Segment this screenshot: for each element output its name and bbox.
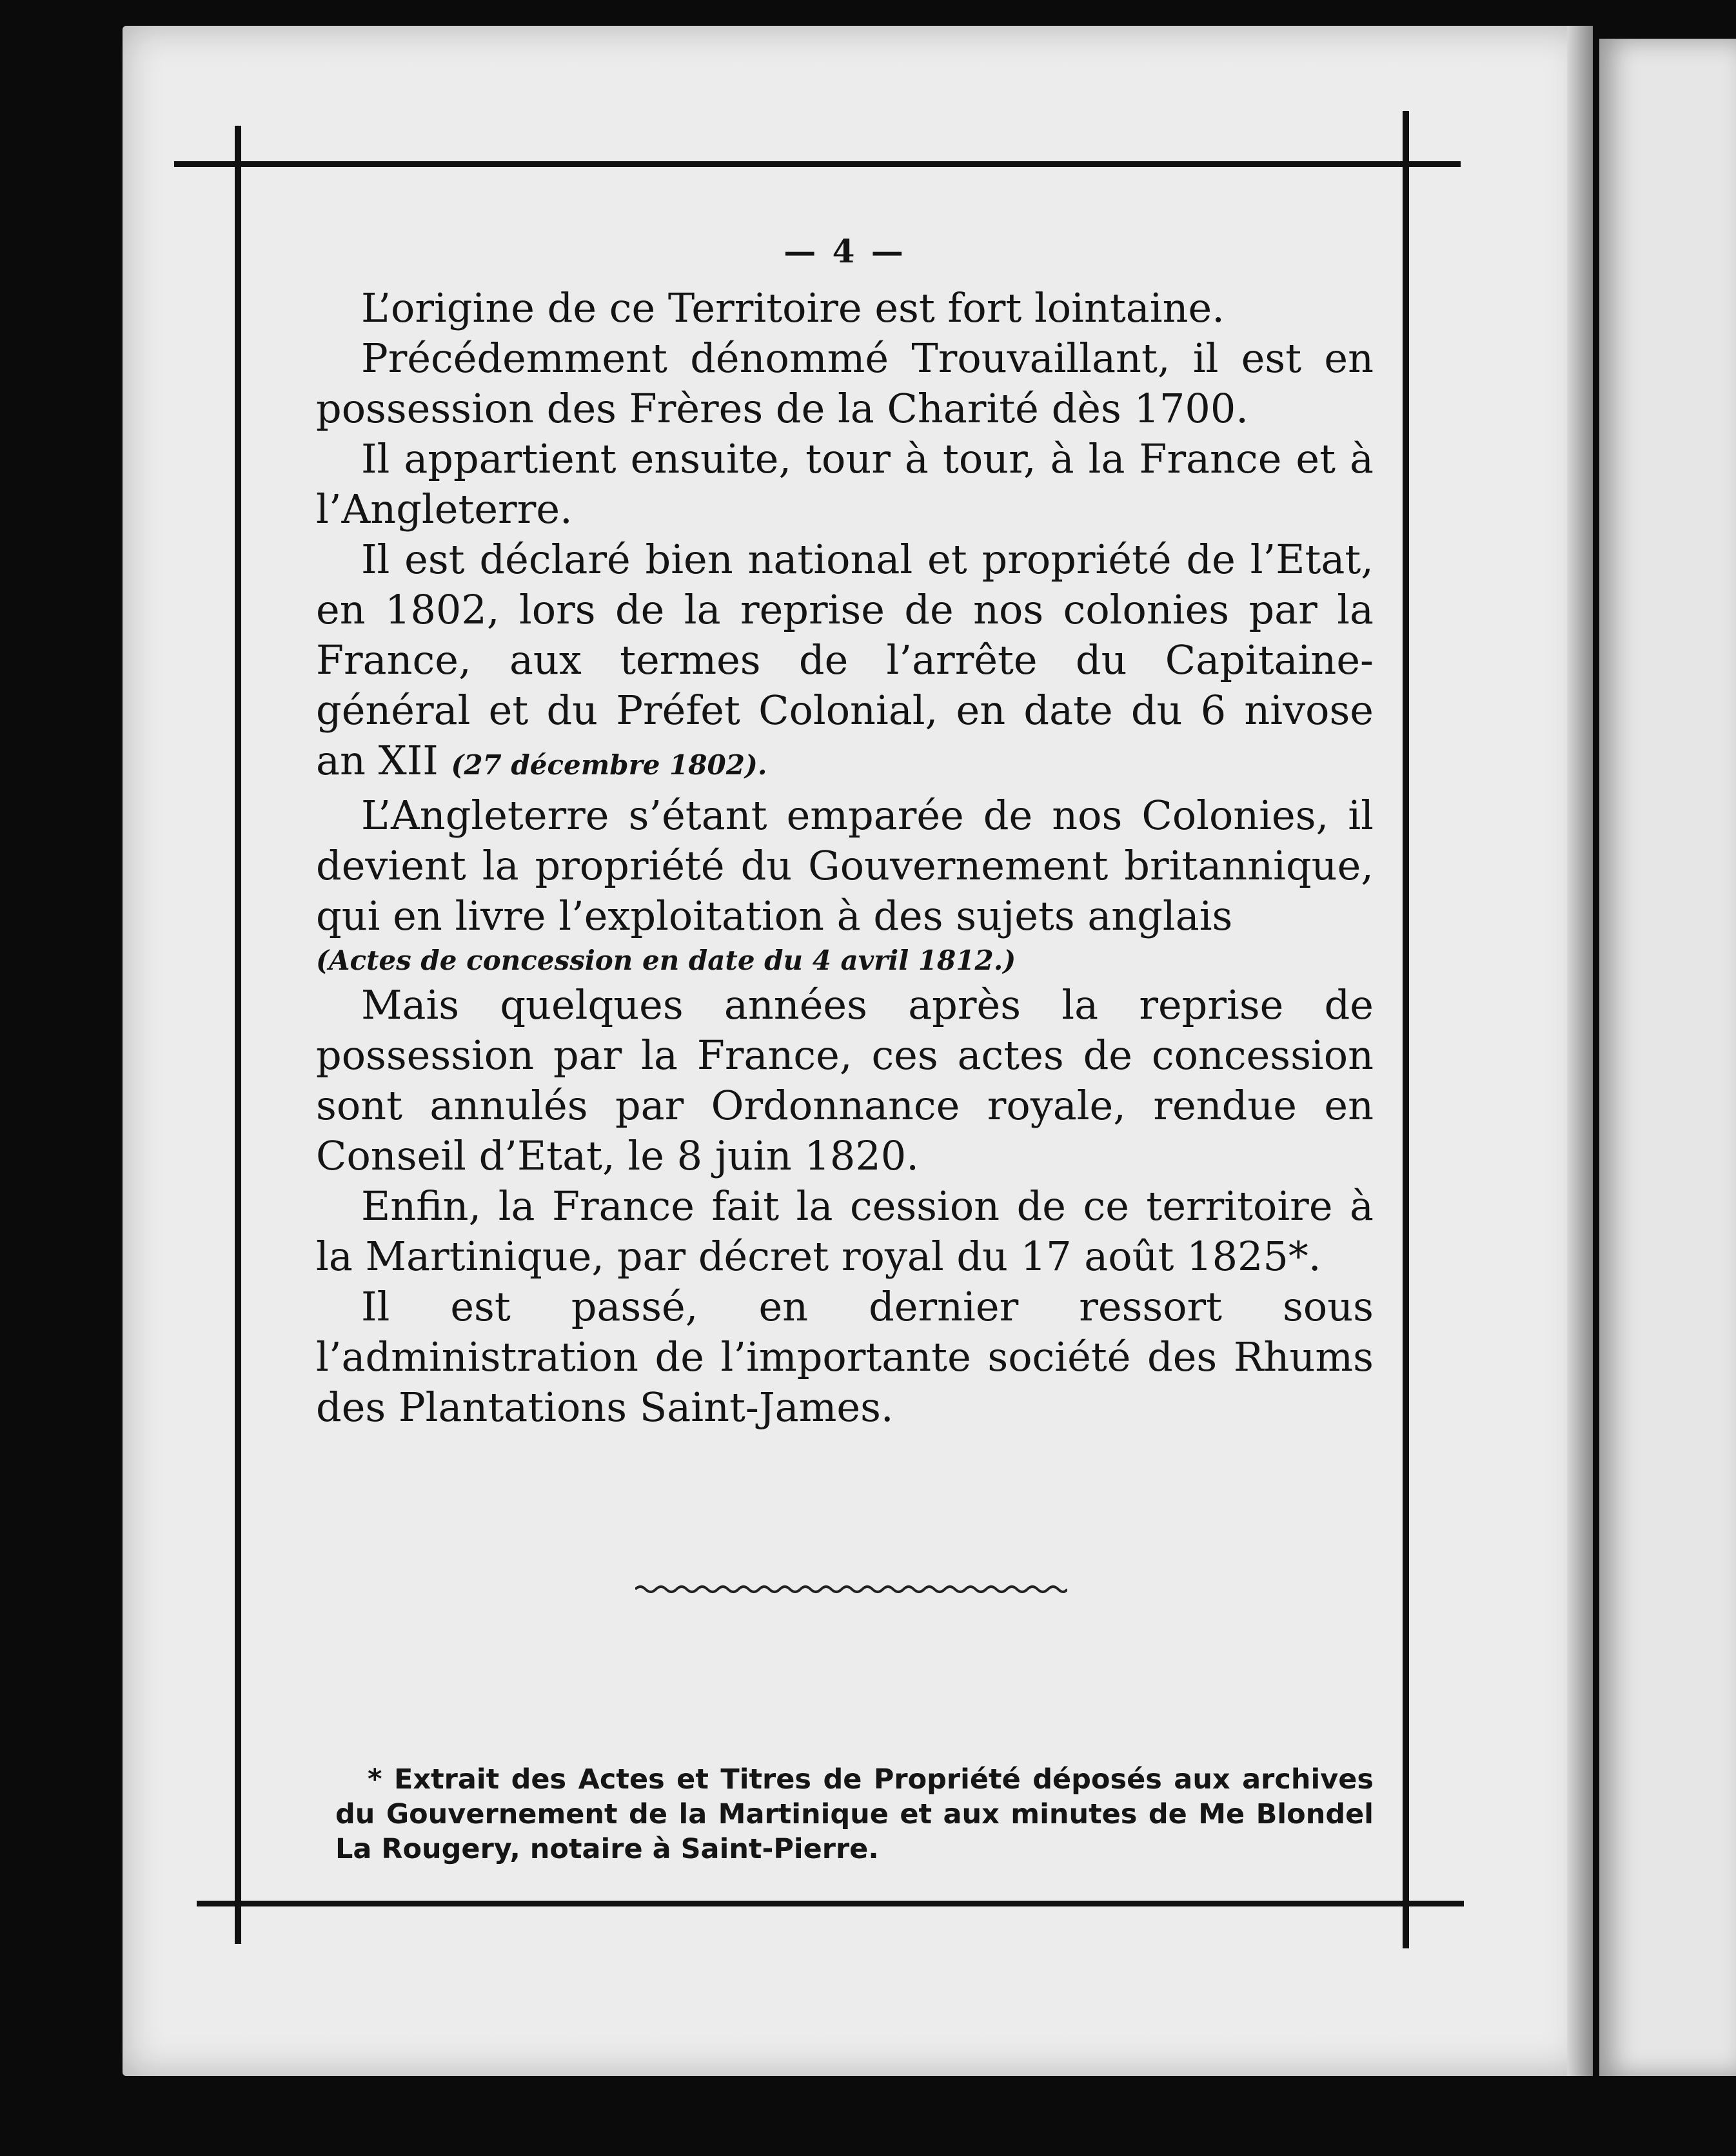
concession-note: (Actes de concession en date du 4 avril 1812.) (316, 945, 1016, 976)
paragraph-4-text: Il est déclaré bien national et propriété de l’Etat, en 1802, lors de la reprise de nos colonies par la France, aux termes de l’arrête du Capitaine-général et du Préfet Colonial, en date du 6 nivose an XII (316, 536, 1374, 784)
page-gutter (1567, 26, 1593, 2076)
paragraph-2: Précédemment dénommé Trouvaillant, il est en possession des Frères de la Charité dès 1700. (316, 335, 1374, 432)
date-note: (27 décembre 1802). (451, 749, 767, 781)
page-number: — 4 — (784, 232, 906, 270)
footnote: * Extrait des Actes et Titres de Propriété déposés aux archives du Gouvernement de la Martinique et aux minutes de Me Blondel La Rougery, notaire à Saint-Pierre. (335, 1763, 1374, 1865)
paragraph-6: Mais quelques années après la reprise de possession par la France, ces actes de concession sont annulés par Ordonnance royale, rendue en Conseil d’Etat, le 8 juin 1820. (316, 981, 1374, 1179)
paragraph-1: L’origine de ce Territoire est fort lointaine. (361, 284, 1225, 331)
paragraph-5: L’Angleterre s’étant emparée de nos Colonies, il devient la propriété du Gouvernement britannique, qui en livre l’exploitation à des sujets anglais (316, 792, 1374, 939)
adjacent-page (1599, 39, 1736, 2076)
frame-rule-left (235, 126, 241, 1944)
paragraph-3: Il appartient ensuite, tour à tour, à la France et à l’Angleterre. (316, 435, 1374, 533)
frame-rule-top (174, 161, 1461, 167)
paragraph-8: Il est passé, en dernier ressort sous l’administration de l’importante société des Rhums des Plantations Saint-James. (316, 1283, 1374, 1431)
paragraph-4 (316, 534, 1374, 790)
frame-rule-bottom (197, 1901, 1464, 1906)
wavy-separator-ornament (635, 1583, 1067, 1596)
frame-rule-right (1403, 111, 1409, 1948)
paragraph-7: Enfin, la France fait la cession de ce territoire à la Martinique, par décret royal du 17 août 1825*. (316, 1182, 1374, 1280)
page-content (316, 232, 1374, 1433)
